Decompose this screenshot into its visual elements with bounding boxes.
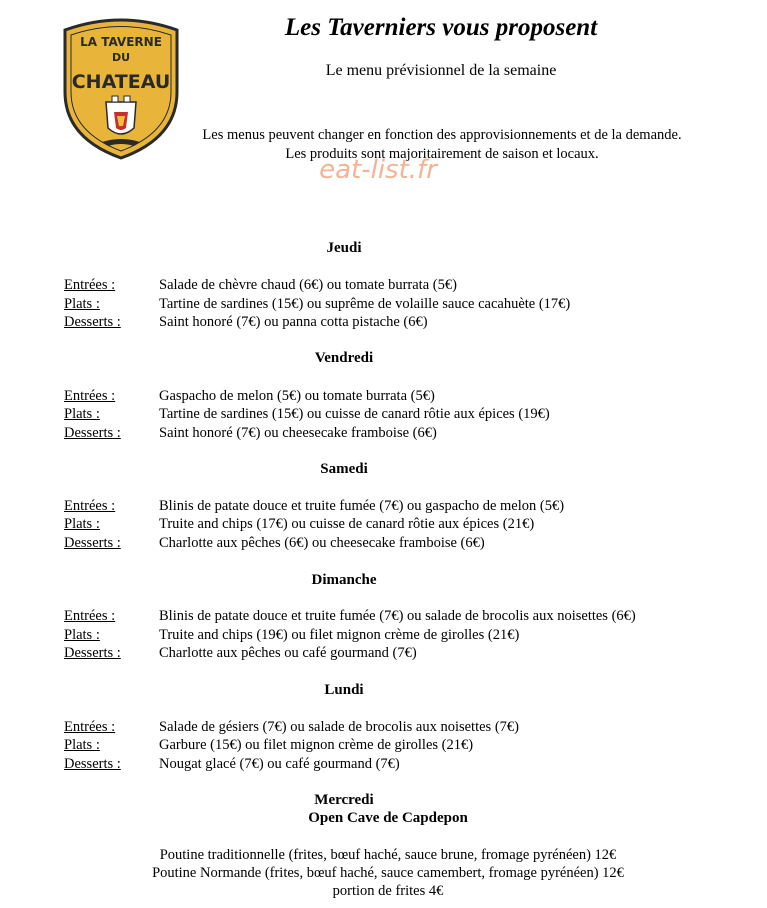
day-title-lundi: Lundi [324,682,364,698]
menu-label: Desserts : [64,645,121,661]
menu-text: Charlotte aux pêches ou café gourmand (7€) [159,645,417,661]
menu-text: Truite and chips (17€) ou cuisse de canard rôtie aux épices (21€) [159,516,535,532]
menu-text: Salade de gésiers (7€) ou salade de brocolis aux noisettes (7€) [159,719,519,735]
menu-label: Entrées : [64,388,116,404]
menu-text: Salade de chèvre chaud (6€) ou tomate burrata (5€) [159,277,457,293]
menu-label: Desserts : [64,535,121,551]
day-title-jeudi: Jeudi [326,240,362,256]
day-title-dimanche: Dimanche [311,572,377,588]
menu-text: Gaspacho de melon (5€) ou tomate burrata (5€) [159,388,435,404]
menu-label: Desserts : [64,756,121,772]
logo-line3: CHATEAU [71,71,171,93]
menu-label: Entrées : [64,608,116,624]
menu-text: Saint honoré (7€) ou panna cotta pistache (6€) [159,314,428,330]
menu-label: Plats : [64,516,100,532]
notice-line: Les menus peuvent changer en fonction des approvisionnements et de la demande. [202,127,682,143]
page-title: Les Taverniers vous proposent [284,14,598,41]
menu-label: Desserts : [64,314,121,330]
menu-text: Blinis de patate douce et truite fumée (7€) ou gaspacho de melon (5€) [159,498,565,514]
menu-label: Entrées : [64,719,116,735]
menu-text: Saint honoré (7€) ou cheesecake framboise (6€) [159,425,437,441]
menu-label: Plats : [64,627,100,643]
notice-line: Les produits sont majoritairement de saison et locaux. [285,146,599,162]
day-title-vendredi: Vendredi [314,350,374,366]
menu-label: Plats : [64,406,100,422]
day-title-mercredi: Mercredi [314,792,374,808]
menu-text: Garbure (15€) ou filet mignon crème de girolles (21€) [159,737,474,753]
page-subtitle: Le menu prévisionnel de la semaine [325,62,557,79]
menu-label: Entrées : [64,498,116,514]
menu-text: Truite and chips (19€) ou filet mignon crème de girolles (21€) [159,627,520,643]
special-line: portion de frites 4€ [332,883,444,899]
menu-text: Tartine de sardines (15€) ou cuisse de canard rôtie aux épices (19€) [159,406,550,422]
menu-text: Blinis de patate douce et truite fumée (7€) ou salade de brocolis aux noisettes (6€) [159,608,636,624]
menu-label: Plats : [64,737,100,753]
watermark: eat-list.fr [319,155,437,185]
menu-text: Nougat glacé (7€) ou café gourmand (7€) [159,756,400,772]
special-line: Poutine Normande (frites, bœuf haché, sauce camembert, fromage pyrénéen) 12€ [152,865,624,881]
menu-label: Entrées : [64,277,116,293]
menu-text: Tartine de sardines (15€) ou suprême de volaille sauce cacahuète (17€) [159,296,571,312]
day-title-samedi: Samedi [320,461,368,477]
special-title: Open Cave de Capdepon [308,810,468,826]
special-line: Poutine traditionnelle (frites, bœuf haché, sauce brune, fromage pyrénéen) 12€ [159,847,617,863]
menu-text: Charlotte aux pêches (6€) ou cheesecake framboise (6€) [159,535,485,551]
menu-label: Plats : [64,296,100,312]
logo-line2: DU [111,51,131,64]
menu-label: Desserts : [64,425,121,441]
logo-line1: LA TAVERNE [80,35,162,49]
